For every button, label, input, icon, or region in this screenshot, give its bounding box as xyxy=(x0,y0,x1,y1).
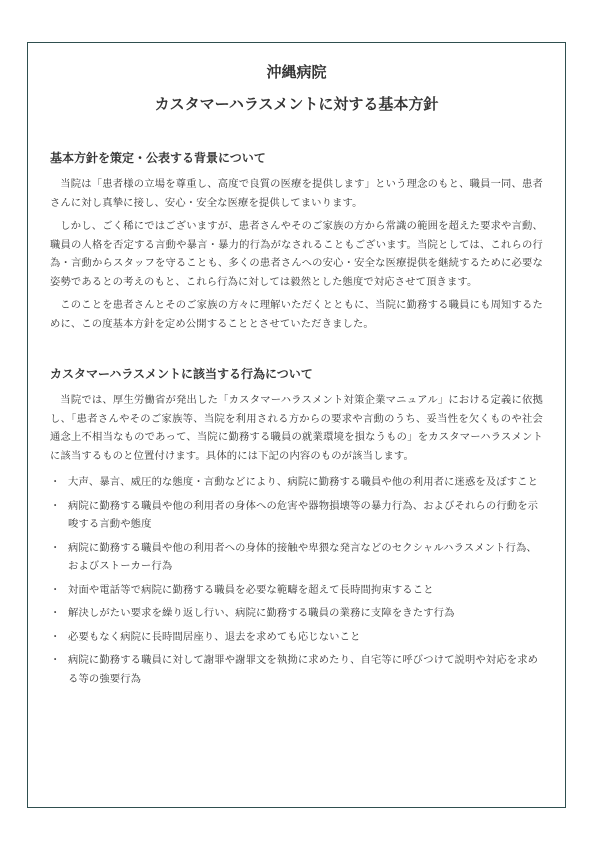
harassment-list xyxy=(50,473,543,688)
bullet-mark: ・ xyxy=(50,607,61,619)
list-item xyxy=(50,473,543,492)
section1-paragraph: 当院は「患者様の立場を尊重し、高度で良質の医療を提供します」という理念のもと、職員一同、患者さんに対し真摯に接し、安心・安全な医療を提供してまいります。 xyxy=(50,178,543,209)
list-item-text: 解決しがたい要求を繰り返し行い、病院に勤務する職員の業務に支障をきたす行為 xyxy=(68,607,455,619)
section1-paragraph: しかし、ごく稀にではございますが、患者さんやそのご家族の方から常識の範囲を超えた要求や言動、職員の人格を否定する言動や暴言・暴力的行為がなされることもございます。当院としては、これらの行為・言動からスタッフを守ることも、多くの患者さんへの安心・安全な医療提供を継続するために必要な姿勢であるとの考えのもと、これら行為に対しては毅然とした態度で対応させて頂きます。 xyxy=(50,220,543,288)
bullet-mark: ・ xyxy=(50,541,61,554)
list-item-text: 病院に勤務する職員に対して謝罪や謝罪文を執拗に求めたり、自宅等に呼びつけて説明や対応を求める等の強要行為 xyxy=(68,654,539,685)
section1-paragraph: このことを患者さんとそのご家族の方々に理解いただくとともに、当院に勤務する職員にも周知するために、この度基本方針を定め公開することとさせていただきました。 xyxy=(50,299,543,330)
list-item-text: 病院に勤務する職員や他の利用者への身体的接触や卑猥な発言などのセクシャルハラスメント行為、およびストーカー行為 xyxy=(68,541,537,572)
section2-heading: カスタマーハラスメントに該当する行為について xyxy=(50,367,313,381)
list-item-text: 対面や電話等で病院に勤務する職員を必要な範疇を超えて長時間拘束すること xyxy=(68,583,434,596)
hospital-name: 沖縄病院 xyxy=(266,63,327,81)
document-body xyxy=(50,149,543,693)
list-item-text: 病院に勤務する職員や他の利用者の身体への危害や器物損壊等の暴力行為、およびそれらの行動を示唆する言動や態度 xyxy=(68,499,539,530)
section2-paragraph: 当院では、厚生労働省が発出した「カスタマーハラスメント対策企業マニュアル」における定義に依拠し、「患者さんやそのご家族等、当院を利用される方からの要求や言動のうち、妥当性を欠くものや社会通念上不相当なものであって、当院に勤務する職員の就業環境を損なうもの」をカスタマーハラスメントに該当するものと位置付けます。具体的には下記の内容のものが該当します。 xyxy=(50,394,543,462)
list-item xyxy=(50,497,543,534)
document-title: カスタマーハラスメントに対する基本方針 xyxy=(154,95,439,113)
bullet-mark: ・ xyxy=(50,583,61,596)
list-item xyxy=(50,539,543,576)
section1-heading: 基本方針を策定・公表する背景について xyxy=(50,151,266,165)
list-item-text: 必要もなく病院に長時間居座り、退去を求めても応じないこと xyxy=(68,630,361,643)
list-item xyxy=(50,604,543,623)
list-item xyxy=(50,628,543,647)
bullet-mark: ・ xyxy=(50,654,61,666)
list-item xyxy=(50,651,543,688)
bullet-mark: ・ xyxy=(50,630,61,643)
list-item xyxy=(50,581,543,600)
document-frame xyxy=(27,42,566,808)
bullet-mark: ・ xyxy=(50,476,61,488)
bullet-mark: ・ xyxy=(50,499,61,512)
list-item-text: 大声、暴言、威圧的な態度・言動などにより、病院に勤務する職員や他の利用者に迷惑を及ぼすこと xyxy=(68,476,539,488)
